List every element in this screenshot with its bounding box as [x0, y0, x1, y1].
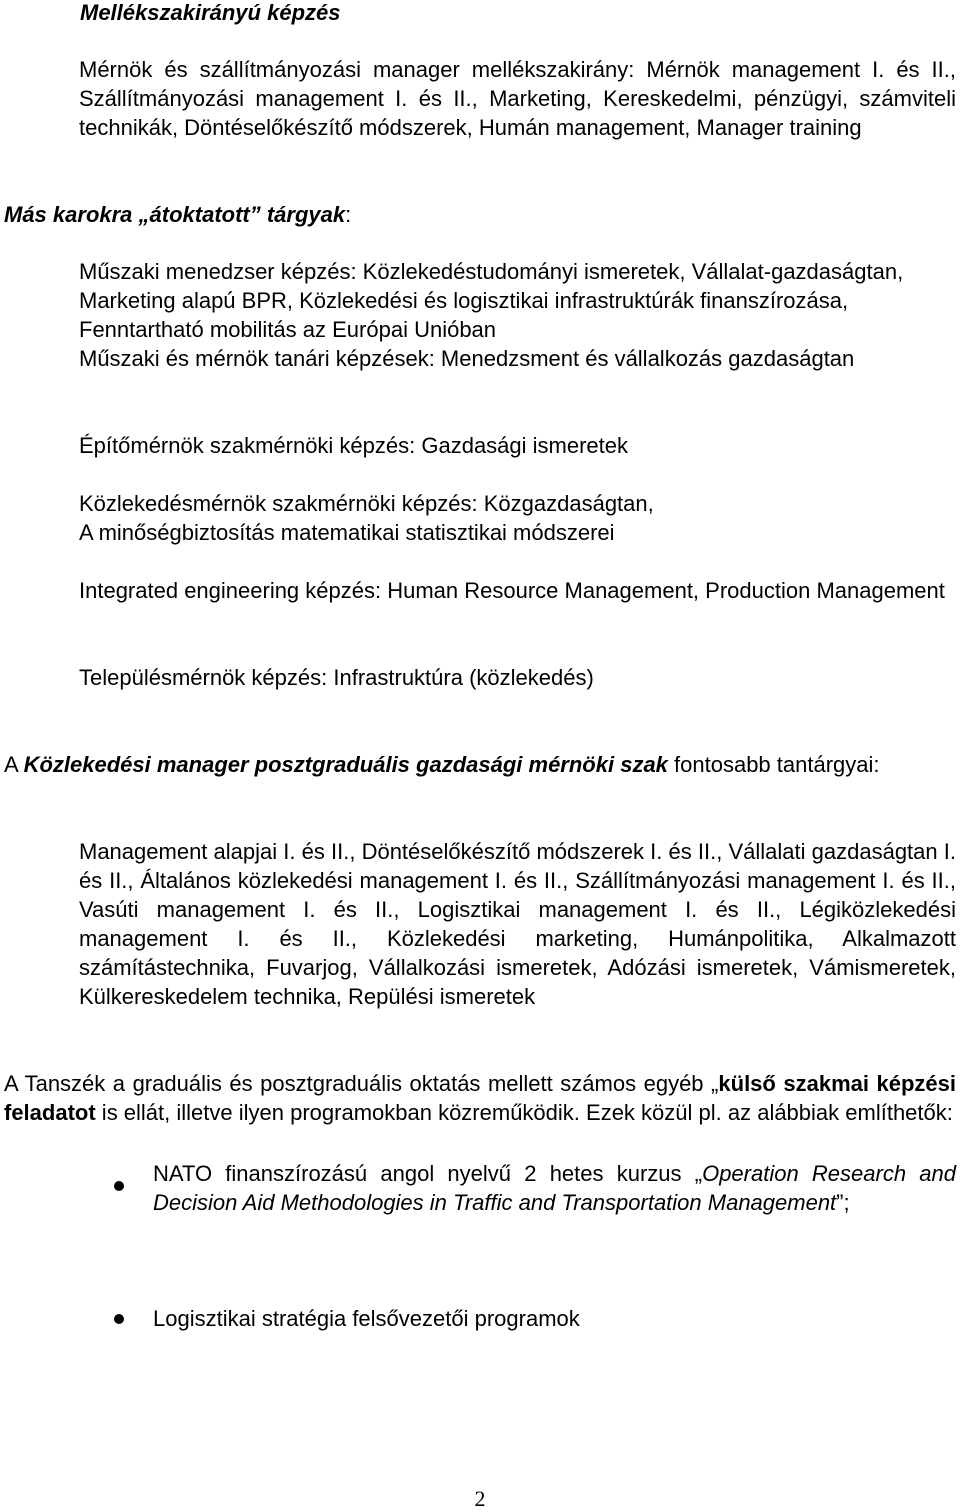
section-title-mellekszakirany: Mellékszakirányú képzés: [80, 0, 341, 25]
tantargyak-paragraph: Management alapjai I. és II., Döntéselőkészítő módszerek I. és II., Vállalati gazdaságtan I. és II., Általános közlekedési management I. és II., Szállítmányozási management I. és II., Vasúti management I. és II., Logisztikai management I. és II., Légiközlekedési management I. és II., Közlekedési marketing, Humánpolitika, Alkalmazott számítástechnika, Fuvarjog, Vállalkozási ismeretek, Adózási ismeretek, Vámismeretek, Külkereskedelem technika, Repülési ismeretek: [79, 839, 956, 1009]
bullet-icon: [114, 1181, 124, 1191]
kozlekedesmernok-line-1: Közlekedésmérnök szakmérnöki képzés: Közgazdaságtan,: [79, 491, 654, 516]
nato-course-pre: NATO finanszírozású angol nyelvű 2 hetes kurzus „: [153, 1161, 703, 1186]
muszaki-menedzser-paragraph: Műszaki menedzser képzés: Közlekedéstudományi ismeretek, Vállalat-gazdaságtan, Marketing alapú BPR, Közlekedési és logisztikai infrastruktúrák finanszírozása, Fenntartható mobilitás az Európai Unióban: [79, 259, 904, 342]
telepulesmernok-paragraph: Településmérnök képzés: Infrastruktúra (közlekedés): [79, 665, 594, 690]
kulso-kepzes-bold: külső szakmai képzési feladatot: [4, 1071, 957, 1125]
posztgradualis-szak-name: Közlekedési manager posztgraduális gazdasági mérnöki szak: [23, 752, 668, 777]
posztgradualis-intro-post: fontosabb tantárgyai:: [667, 752, 880, 777]
posztgradualis-intro-pre: A: [4, 752, 24, 777]
nato-course-text: [153, 1159, 956, 1217]
epitomernok-paragraph: Építőmérnök szakmérnöki képzés: Gazdasági ismeretek: [79, 433, 629, 458]
page-number: 2: [474, 1486, 486, 1511]
bullet-icon: [114, 1314, 124, 1324]
section-title-atoktatott: [4, 200, 904, 229]
muszaki-tanari-paragraph: Műszaki és mérnök tanári képzések: Menedzsment és vállalkozás gazdaságtan: [79, 346, 855, 371]
atoktatott-title-colon: :: [345, 202, 352, 227]
nato-course-title: Operation Research and Decision Aid Methodologies in Traffic and Transportation Management: [153, 1161, 956, 1215]
kulso-kepzes-post: is ellát, illetve ilyen programokban közreműködik. Ezek közül pl. az alábbiak említhetők:: [95, 1100, 953, 1125]
nato-course-post: ”;: [836, 1190, 850, 1215]
mellekszakirany-paragraph: Mérnök és szállítmányozási manager mellékszakirány: Mérnök management I. és II., Szállítmányozási management I. és II., Marketing, Kereskedelmi, pénzügyi, számviteli technikák, Döntéselőkészítő módszerek, Humán management, Manager training: [79, 57, 956, 140]
kozlekedesmernok-line-2: A minőségbiztosítás matematikai statisztikai módszerei: [79, 520, 615, 545]
atoktatott-title-text: Más karokra „átoktatott” tárgyak: [4, 202, 346, 227]
kulso-kepzes-pre: A Tanszék a graduális és posztgraduális oktatás mellett számos egyéb „: [4, 1071, 719, 1096]
posztgradualis-intro-paragraph: [4, 750, 956, 779]
kulso-kepzes-paragraph: [4, 1069, 956, 1127]
logisztikai-program-text: Logisztikai stratégia felsővezetői programok: [153, 1306, 580, 1331]
integrated-engineering-paragraph: Integrated engineering képzés: Human Resource Management, Production Management: [79, 578, 945, 603]
